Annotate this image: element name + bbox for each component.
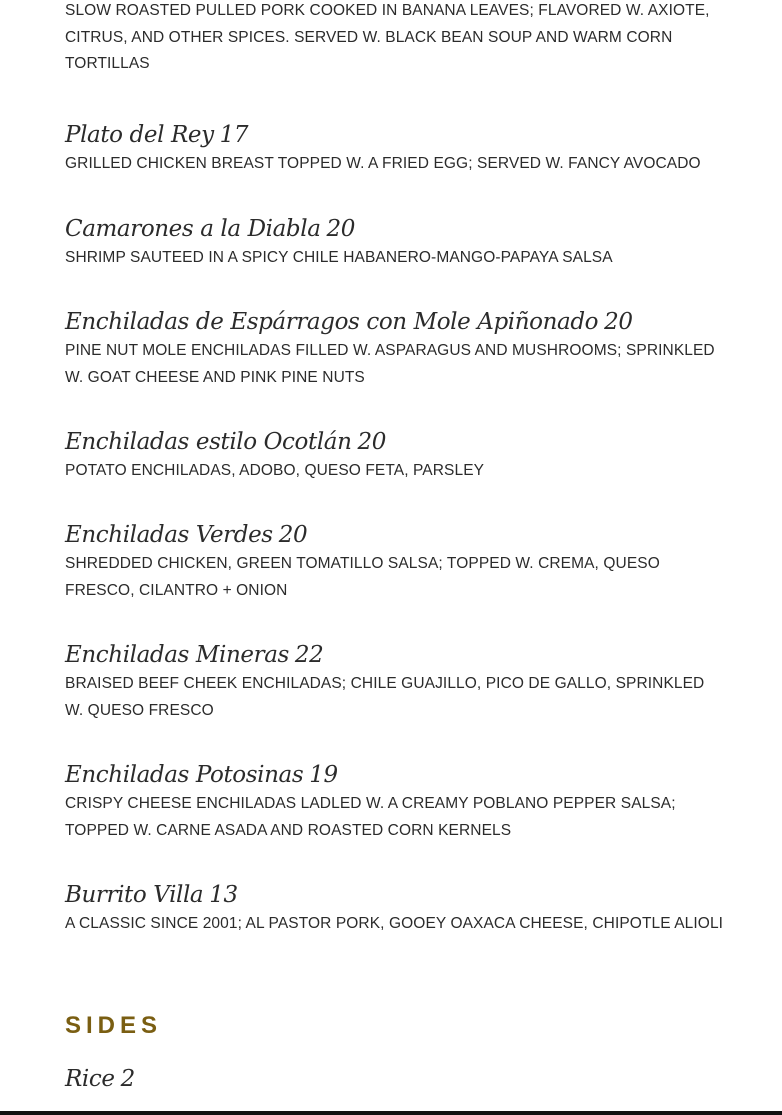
item-title: Burrito Villa <box>65 882 204 908</box>
item-description: SHREDDED CHICKEN, GREEN TOMATILLO SALSA; TOPPED W. CREMA, QUESO FRESCO, CILANTRO + ONION <box>65 555 660 599</box>
item-description: SHRIMP SAUTEED IN A SPICY CHILE HABANERO-MANGO-PAPAYA SALSA <box>65 249 613 266</box>
item-name <box>65 760 725 790</box>
item-name <box>65 520 725 550</box>
item-name <box>65 880 725 910</box>
menu-item-enchiladas-verdes <box>65 520 725 604</box>
menu-item-enchiladas-mineras <box>65 640 725 724</box>
item-price: 20 <box>278 522 308 548</box>
bottom-divider <box>0 1111 782 1115</box>
item-name <box>65 307 725 337</box>
item-title: Enchiladas Potosinas <box>65 762 304 788</box>
menu-item-enchiladas-potosinas <box>65 760 725 844</box>
item-title: Enchiladas Mineras <box>65 642 289 668</box>
item-description: BRAISED BEEF CHEEK ENCHILADAS; CHILE GUAJILLO, PICO DE GALLO, SPRINKLED W. QUESO FRESCO <box>65 675 705 719</box>
item-name <box>65 1064 725 1094</box>
menu-item-enchiladas-de-esparragos <box>65 307 725 391</box>
menu-item-plato-del-rey <box>65 120 725 178</box>
item-name <box>65 120 725 150</box>
item-price: 22 <box>294 642 324 668</box>
menu-item-camarones-a-la-diabla <box>65 214 725 272</box>
item-title: Camarones a la Diabla <box>65 216 321 242</box>
section-title-sides: SIDES <box>65 1012 163 1039</box>
item-description: PINE NUT MOLE ENCHILADAS FILLED W. ASPARAGUS AND MUSHROOMS; SPRINKLED W. GOAT CHEESE AND PINK PINE NUTS <box>65 342 715 386</box>
item-price: 13 <box>209 882 238 908</box>
item-title: Enchiladas Verdes <box>65 522 273 548</box>
item-name <box>65 214 725 244</box>
item-price: 20 <box>326 216 355 242</box>
item-price: 19 <box>309 762 338 788</box>
item-title: Enchiladas de Espárragos con Mole Apiñonado <box>65 309 599 335</box>
item-title: Enchiladas estilo Ocotlán <box>65 429 352 455</box>
menu-item-rice <box>65 1064 725 1095</box>
item-price: 20 <box>604 309 633 335</box>
item-price: 2 <box>120 1066 135 1092</box>
item-name <box>65 640 725 670</box>
item-title: Plato del Rey <box>65 122 214 148</box>
item-title: Rice <box>65 1066 115 1092</box>
item-description: POTATO ENCHILADAS, ADOBO, QUESO FETA, PARSLEY <box>65 462 485 479</box>
menu-item-burrito-villa <box>65 880 725 938</box>
item-description: SLOW ROASTED PULLED PORK COOKED IN BANANA LEAVES; FLAVORED W. AXIOTE, CITRUS, AND OTHER SPICES. SERVED W. BLACK BEAN SOUP AND WARM CORN TORTILLAS <box>65 2 710 72</box>
menu-item-enchiladas-estilo-ocotlan <box>65 427 725 485</box>
item-price: 20 <box>357 429 386 455</box>
item-description: A CLASSIC SINCE 2001; AL PASTOR PORK, GOOEY OAXACA CHEESE, CHIPOTLE ALIOLI <box>65 915 724 932</box>
item-description: GRILLED CHICKEN BREAST TOPPED W. A FRIED EGG; SERVED W. FANCY AVOCADO <box>65 155 701 172</box>
item-name <box>65 427 725 457</box>
menu-item-previous <box>65 0 715 78</box>
item-price: 17 <box>219 122 249 148</box>
item-description: CRISPY CHEESE ENCHILADAS LADLED W. A CREAMY POBLANO PEPPER SALSA; TOPPED W. CARNE ASADA AND ROASTED CORN KERNELS <box>65 795 676 839</box>
